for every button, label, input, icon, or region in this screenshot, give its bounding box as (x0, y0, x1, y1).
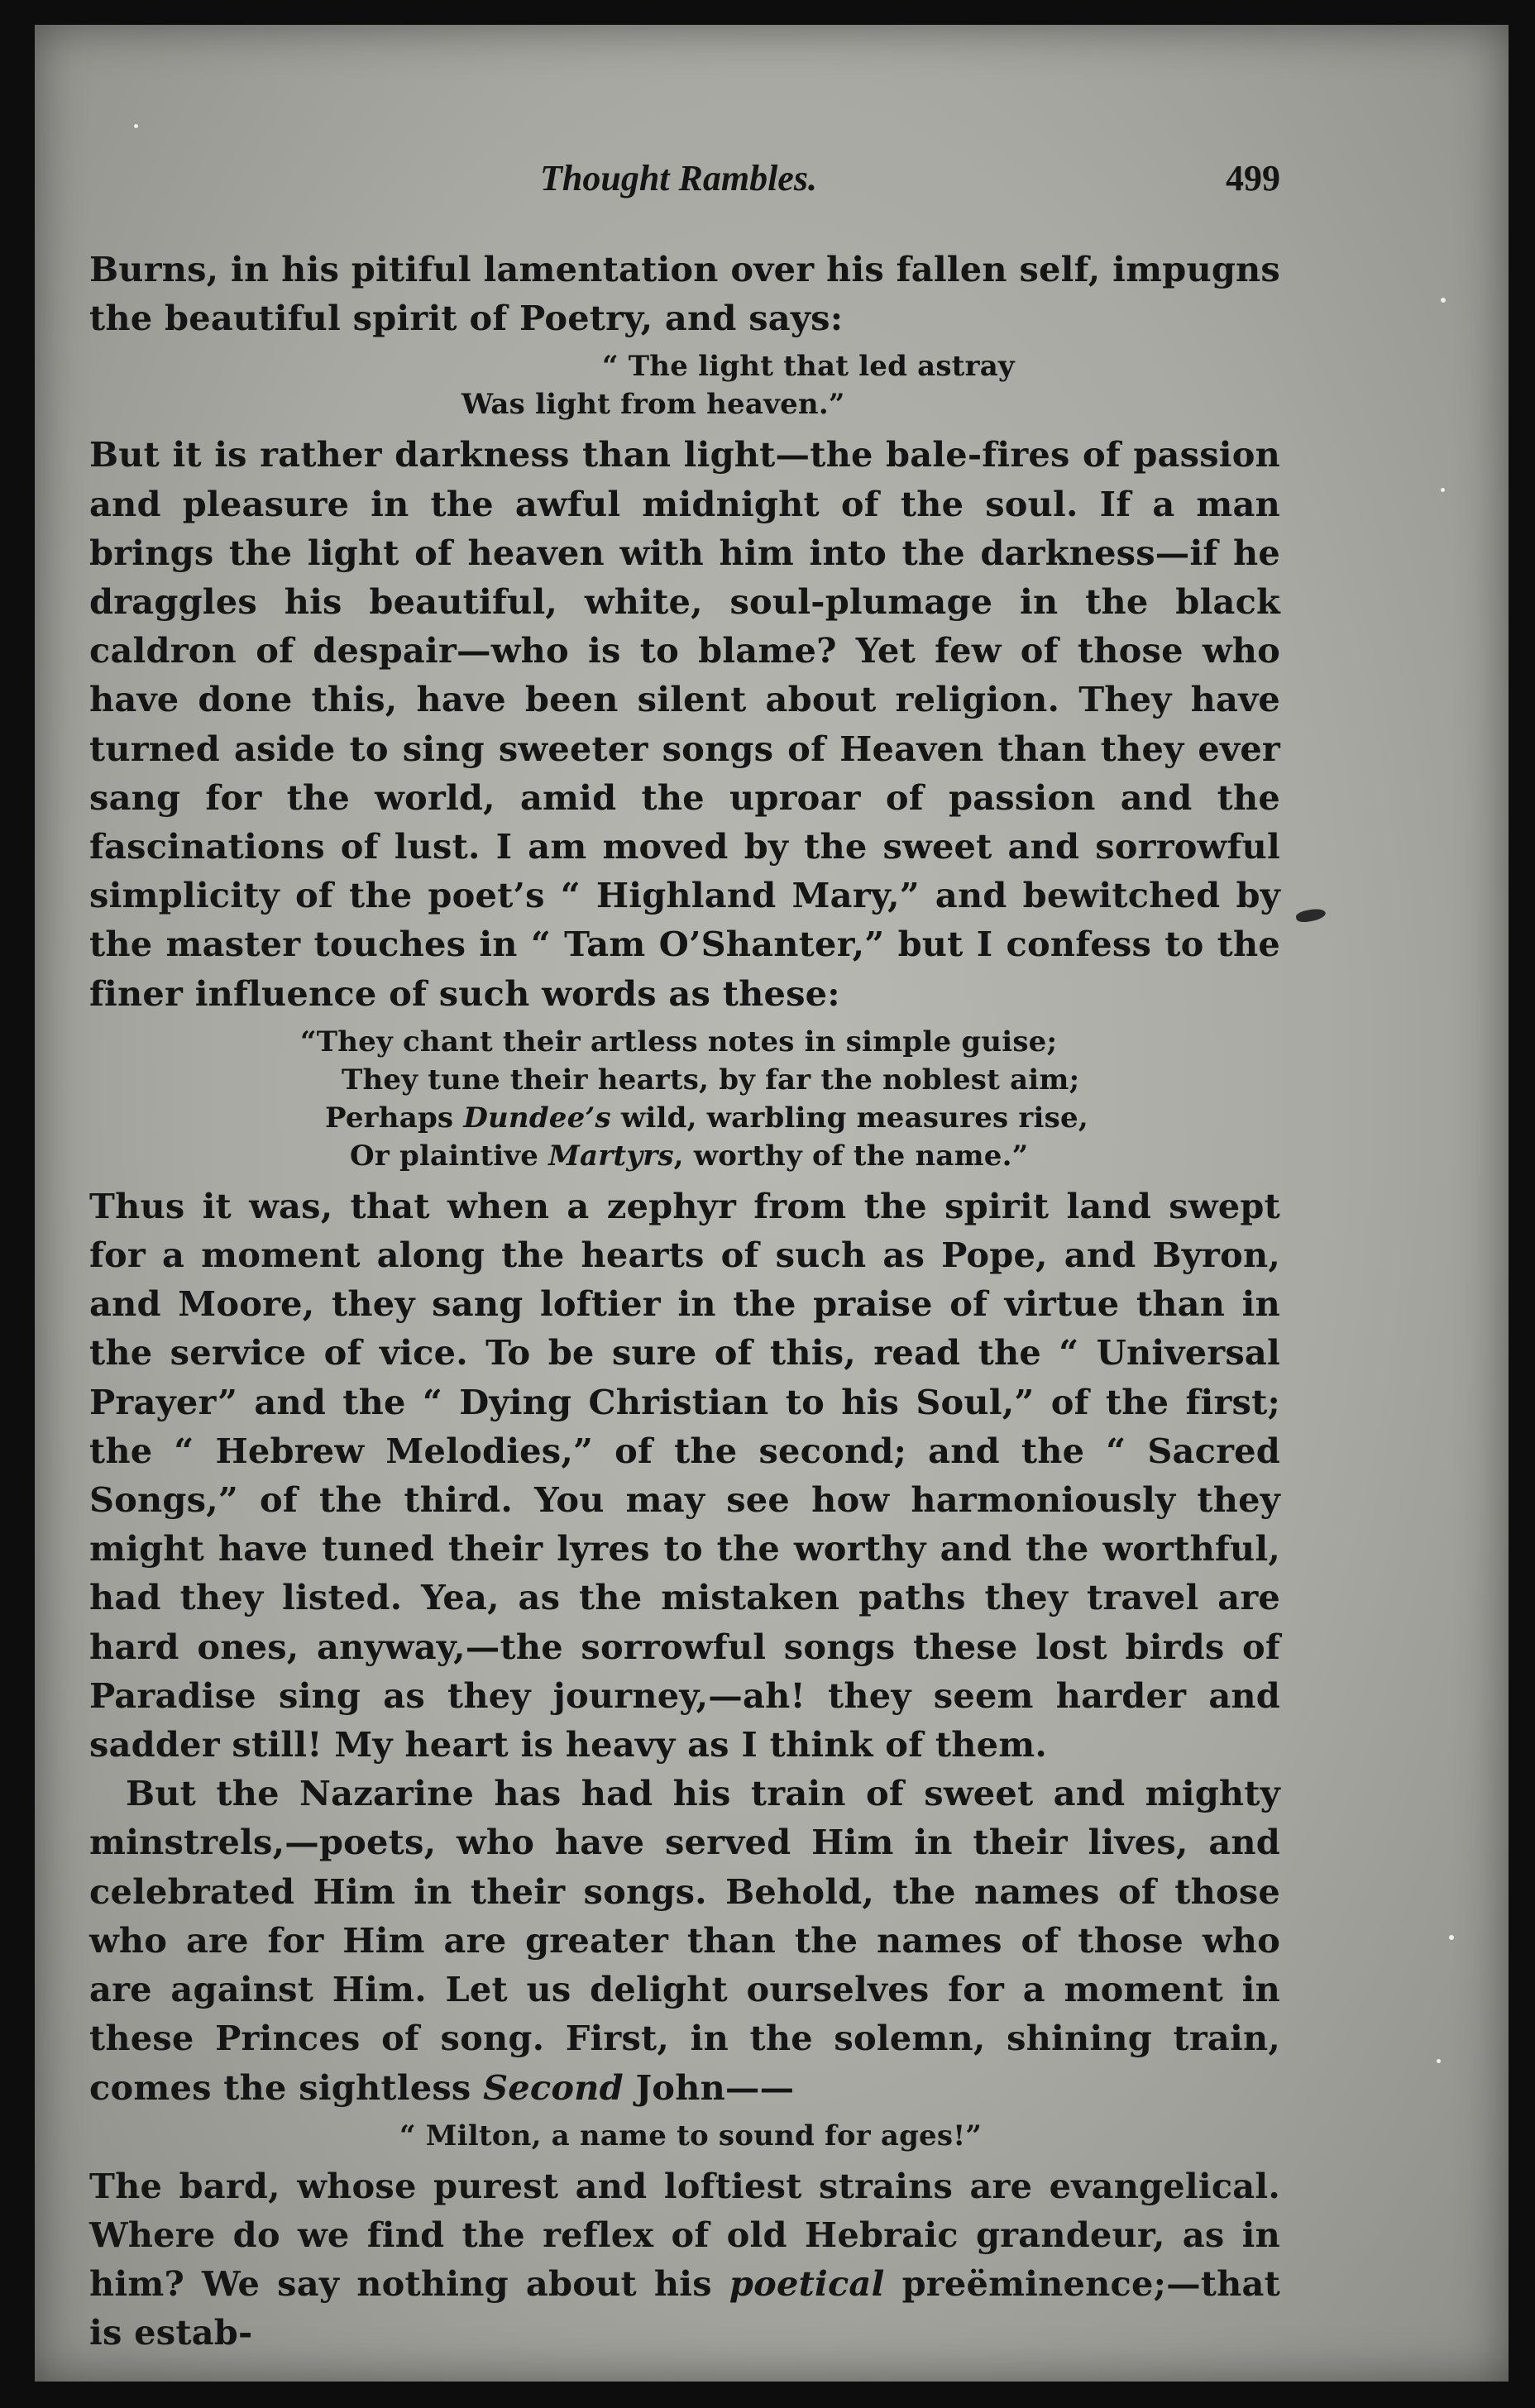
verse-text: Perhaps (325, 1101, 464, 1135)
verse-emphasis: Dundee’s (463, 1101, 611, 1135)
verse-burns (89, 347, 1280, 423)
verse-text: , worthy of the name.” (673, 1139, 1029, 1173)
verse-text: wild, warbling measures rise, (610, 1101, 1088, 1135)
verse-line: “ The light that led astray (602, 350, 1015, 384)
dust-speck (1441, 488, 1445, 492)
body-text (89, 245, 1280, 2358)
verse-cotters (89, 1023, 1280, 1175)
paragraph-text: The bard, whose purest and loftiest strains are evangelical. Where do we find the reflex of old Hebraic grandeur, as in him? We say nothing about his (89, 2165, 1280, 2305)
paragraph-bard (89, 2162, 1280, 2358)
verse-text: Or plaintive (350, 1139, 549, 1173)
paragraph-text: John—— (623, 2066, 795, 2108)
verse-line: They tune their hearts, by far the noblest aim; (342, 1063, 1080, 1096)
verse-line: “ Milton, a name to sound for ages!” (399, 2119, 983, 2152)
paragraph-darkness: But it is rather darkness than light—the bale-fires of passion and pleasure in the awful midnight of the soul. If a man brings the light of heaven with him into the darkness—if he draggles his beautiful, white, soul-plumage in the black caldron of despair—who is to blame? Yet few of those who have done this, have been silent about religion. They have turned aside to sing sweeter songs of Heaven than they ever sang for the world, amid the uproar of passion and the fascinations of lust. I am moved by the sweet and sorrowful simplicity of the poet’s “ Highland Mary,” and bewitched by the master touches in “ Tam O’Shanter,” but I confess to the finer influence of such words as these: (89, 434, 1280, 1014)
verse-milton (89, 2117, 1280, 2155)
paragraph-nazarine (89, 1769, 1280, 2111)
emphasis-poetical: poetical (729, 2263, 885, 2305)
verse-line (89, 1137, 1280, 1175)
verse-emphasis: Martyrs (548, 1139, 674, 1173)
dust-speck (1441, 298, 1446, 303)
dust-speck (134, 124, 138, 128)
dust-speck (1437, 2059, 1441, 2063)
paragraph-zephyr: Thus it was, that when a zephyr from the spirit land swept for a moment along the hearts of such as Pope, and Byron, and Moore, they sang loftier in the praise of virtue than in the service of vice. To be sure of this, read the “ Universal Prayer” and the “ Dying Christian to his Soul,” of the first; the “ Hebrew Melodies,” of the second; and the “ Sacred Songs,” of the third. You may see how harmoniously they might have tuned their lyres to the worthy and the worthful, had they listed. Yea, as the mistaken paths they travel are hard ones, anyway,—the sorrowful songs these lost birds of Paradise sing as they journey,—ah! they seem harder and sadder still! My heart is heavy as I think of them. (89, 1185, 1280, 1765)
page-header (89, 157, 1280, 207)
running-title: Thought Rambles. (540, 158, 817, 198)
dust-speck (1449, 1935, 1454, 1940)
verse-line: “They chant their artless notes in simple guise; (300, 1025, 1058, 1058)
verse-line (89, 1099, 1280, 1137)
emphasis-second: Second (483, 2066, 624, 2108)
page-number: 499 (1226, 158, 1280, 198)
ink-smudge (1295, 906, 1327, 924)
verse-line: Was light from heaven.” (461, 388, 845, 422)
book-page (35, 25, 1509, 2382)
paragraph-text: preëminence;—that is estab- (89, 2263, 1280, 2353)
paragraph-text: But the Nazarine has had his train of sweet and mighty minstrels,—poets, who have served Him in their lives, and celebrated Him in their songs. Behold, the names of those who are for Him are greater than the names of those who are against Him. Let us delight ourselves for a moment in these Princes of song. First, in the solemn, shining train, comes the sightless (89, 1773, 1280, 2108)
paragraph-burns: Burns, in his pitiful lamentation over his fallen self, impugns the beautiful spirit of Poetry, and says: (89, 249, 1280, 339)
